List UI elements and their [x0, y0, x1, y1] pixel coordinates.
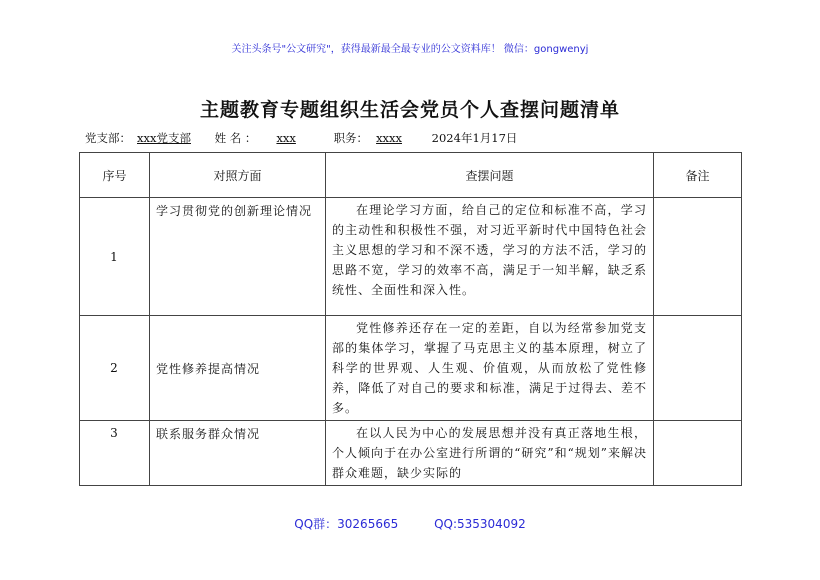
row-issue: 党性修养还存在一定的差距，自以为经常参加党支部的集体学习，掌握了马克思主义的基本原理，树立了科学的世界观、人生观、价值观，从而放松了党性修养，降低了对自己的要求和标准，满足于过得去、差不多。: [326, 316, 654, 421]
row-aspect: 联系服务群众情况: [150, 421, 326, 486]
name-label: 姓 名 ：: [214, 131, 257, 145]
header-num: 序号: [80, 153, 150, 198]
document-date: 2024年1月17日: [431, 131, 518, 145]
row-issue: 在理论学习方面，给自己的定位和标准不高，学习的主动性和积极性不强，对习近平新时代中国特色社会主义思想的学习和不深不透，学习的方法不活，学习的思路不宽，学习的效率不高，满足于一知半解，缺乏系统性、全面性和深入性。: [326, 198, 654, 316]
row-note: [654, 421, 742, 486]
document-meta: [85, 130, 745, 146]
name-value: xxx: [276, 131, 296, 145]
header-banner: 关注头条号"公文研究"，获得最新最全最专业的公文资料库！ 微信：gongwenyj: [231, 44, 589, 55]
qq-group: QQ群：30265665: [294, 517, 399, 531]
table-row: [80, 316, 742, 421]
row-issue: 在以人民为中心的发展思想并没有真正落地生根，个人倾向于在办公室进行所谓的“研究”和“规划”来解决群众难题，缺少实际的: [326, 421, 654, 486]
table-header-row: [80, 153, 742, 198]
branch-value: xxx党支部: [137, 131, 191, 145]
row-note: [654, 316, 742, 421]
header-note: 备注: [654, 153, 742, 198]
document-title: 主题教育专题组织生活会党员个人查摆问题清单: [199, 99, 620, 121]
header-aspect: 对照方面: [150, 153, 326, 198]
header-issue: 查摆问题: [326, 153, 654, 198]
branch-label: 党支部：: [85, 131, 131, 145]
row-aspect: 党性修养提高情况: [150, 316, 326, 421]
table-row: [80, 421, 742, 486]
row-num: 1: [80, 198, 150, 316]
row-aspect: 学习贯彻党的创新理论情况: [150, 198, 326, 316]
row-note: [654, 198, 742, 316]
qq-number: QQ:535304092: [434, 517, 526, 531]
table-row: [80, 198, 742, 316]
position-value: xxxx: [376, 131, 403, 145]
row-num: 2: [80, 316, 150, 421]
position-label: 职务：: [333, 131, 369, 145]
issues-table: [79, 152, 742, 486]
row-num: 3: [80, 421, 150, 486]
footer-contact: [0, 515, 820, 532]
